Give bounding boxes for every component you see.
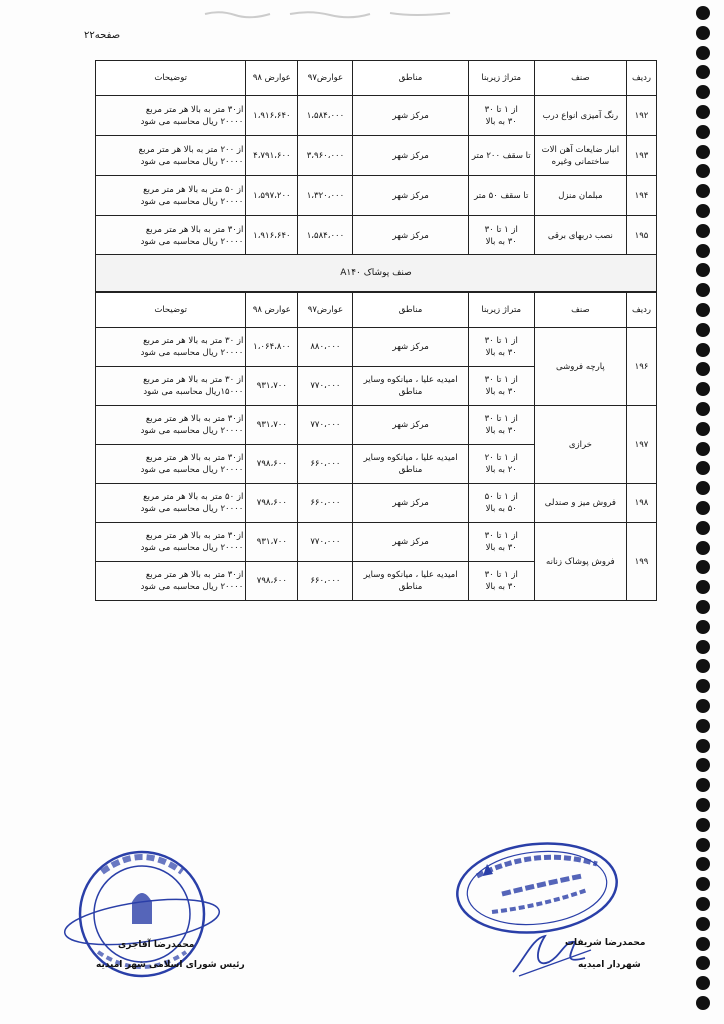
binding-ring	[696, 105, 710, 119]
binding-ring	[696, 996, 710, 1010]
cell-line: از ۱ تا ۳۰	[484, 375, 518, 385]
binding-ring	[696, 956, 710, 970]
fee97-cell: ۶۶۰،۰۰۰	[298, 562, 353, 601]
notes-cell	[96, 406, 246, 445]
category-cell: پارچه فروشی	[534, 328, 626, 406]
cell-line: ۱۵۰۰۰ریال محاسبه می شود	[143, 387, 244, 397]
fee98-cell: ۹۳۱،۷۰۰	[246, 367, 298, 406]
cell-line: از ۱ تا ۳۰	[484, 104, 518, 115]
category-cell: رنگ آمیزی انواع درب	[534, 96, 626, 136]
cell-line: از ۱ تا ۳۰	[484, 336, 518, 346]
binding-ring	[696, 481, 710, 495]
header-fee97: عوارض۹۷	[298, 293, 353, 328]
area-cell	[468, 523, 534, 562]
row-number: ۱۹۴	[626, 176, 656, 216]
fee97-cell: ۱،۵۸۴،۰۰۰	[298, 96, 353, 136]
mayor-title: شهردار امیدیه	[578, 960, 641, 970]
cell-line: ۳۰ به بالا	[485, 582, 517, 592]
binding-ring	[696, 362, 710, 376]
binding-ring	[696, 600, 710, 614]
cell-line: از ۱ تا ۵۰	[484, 492, 518, 502]
cell-line: ۳۰ به بالا	[485, 387, 517, 397]
header-area: متراژ زیربنا	[468, 293, 534, 328]
binding-ring	[696, 640, 710, 654]
binding-ring	[696, 145, 710, 159]
cell-line: از ۲۰۰ متر به بالا هر متر مربع	[138, 144, 244, 155]
binding-ring	[696, 164, 710, 178]
binding-ring	[696, 897, 710, 911]
council-head-title: رئیس شورای اسلامی شهر امیدیه	[96, 960, 245, 970]
row-number: ۱۹۵	[626, 216, 656, 256]
binding-ring	[696, 283, 710, 297]
table-row	[96, 136, 657, 176]
binding-ring	[696, 184, 710, 198]
header-category: صنف	[534, 61, 626, 96]
binding-ring	[696, 798, 710, 812]
fee97-cell: ۶۶۰،۰۰۰	[298, 484, 353, 523]
binding-ring	[696, 758, 710, 772]
cell-line: ۲۰ به بالا	[485, 465, 517, 475]
binding-ring	[696, 857, 710, 871]
cell-line: از ۵۰ متر به بالا هر متر مربع	[143, 184, 244, 195]
fee98-cell: ۷۹۸،۶۰۰	[246, 562, 298, 601]
binding-ring	[696, 422, 710, 436]
page-number: صفحه۲۲	[84, 30, 121, 41]
notes-cell	[96, 96, 246, 136]
binding-ring	[696, 937, 710, 951]
category-cell: نصب دربهای برقی	[534, 216, 626, 256]
cell-line: ۲۰۰۰۰ ریال محاسبه می شود	[140, 348, 244, 358]
notes-cell	[96, 484, 246, 523]
table-row	[96, 216, 657, 256]
header-notes: توضیحات	[96, 61, 246, 96]
binding-ring	[696, 204, 710, 218]
cell-line: از۳۰ متر به بالا هر متر مربع	[145, 104, 244, 115]
region-cell: امیدیه علیا ، میانکوه وسایر مناطق	[353, 562, 468, 601]
header-row-number: ردیف	[626, 61, 656, 96]
table-header-row	[96, 293, 657, 328]
binding-ring	[696, 461, 710, 475]
faded-header-mark	[200, 8, 460, 20]
fee97-cell: ۷۷۰،۰۰۰	[298, 367, 353, 406]
binding-ring	[696, 560, 710, 574]
binding-ring	[696, 125, 710, 139]
region-cell: مرکز شهر	[353, 328, 468, 367]
notes-cell	[96, 176, 246, 216]
notes-cell	[96, 562, 246, 601]
area-cell	[468, 562, 534, 601]
binding-ring	[696, 818, 710, 832]
cell-line: از ۱ تا ۲۰	[484, 453, 518, 463]
category-cell: مبلمان منزل	[534, 176, 626, 216]
region-cell: مرکز شهر	[353, 136, 468, 176]
fee97-cell: ۷۷۰،۰۰۰	[298, 406, 353, 445]
binding-ring	[696, 877, 710, 891]
row-number: ۱۹۶	[626, 328, 656, 406]
cell-line: از۳۰ متر به بالا هر متر مربع	[145, 570, 244, 580]
header-notes: توضیحات	[96, 293, 246, 328]
row-number: ۱۹۳	[626, 136, 656, 176]
binding-ring	[696, 719, 710, 733]
cell-line: ۵۰ به بالا	[485, 504, 517, 514]
table-row	[96, 406, 657, 445]
binding-ring	[696, 659, 710, 673]
cell-line: ۳۰ به بالا	[485, 236, 517, 247]
header-fee98: عوارض ۹۸	[246, 293, 298, 328]
cell-line: ۲۰۰۰۰ ریال محاسبه می شود	[140, 236, 244, 247]
fee97-cell: ۱،۵۸۴،۰۰۰	[298, 216, 353, 256]
region-cell: مرکز شهر	[353, 484, 468, 523]
fee98-cell: ۴،۷۹۱،۶۰۰	[246, 136, 298, 176]
fee97-cell: ۶۶۰،۰۰۰	[298, 445, 353, 484]
region-cell: مرکز شهر	[353, 96, 468, 136]
binding-ring	[696, 6, 710, 20]
region-cell: مرکز شهر	[353, 406, 468, 445]
cell-line: ۳۰ به بالا	[485, 543, 517, 553]
fee-table-2	[95, 292, 657, 601]
binding-ring	[696, 699, 710, 713]
cell-line: از ۳۰ متر به بالا هر متر مربع	[143, 336, 244, 346]
fee97-cell: ۳،۹۶۰،۰۰۰	[298, 136, 353, 176]
table-row	[96, 176, 657, 216]
area-cell: تا سقف ۲۰۰ متر	[468, 136, 534, 176]
region-cell: امیدیه علیا ، میانکوه وسایر مناطق	[353, 367, 468, 406]
cell-line: از ۱ تا ۳۰	[484, 224, 518, 235]
notes-cell	[96, 216, 246, 256]
cell-line: ۲۰۰۰۰ ریال محاسبه می شود	[140, 504, 244, 514]
cell-line: ۲۰۰۰۰ ریال محاسبه می شود	[140, 543, 244, 553]
fee-table-1	[95, 60, 657, 256]
binding-ring	[696, 85, 710, 99]
fee98-cell: ۱،۹۱۶،۶۴۰	[246, 216, 298, 256]
cell-line: ۲۰۰۰۰ ریال محاسبه می شود	[140, 156, 244, 167]
notes-cell	[96, 367, 246, 406]
category-cell: فروش پوشاک زنانه	[534, 523, 626, 601]
binding-ring	[696, 263, 710, 277]
binding-ring	[696, 402, 710, 416]
mayor-signature	[505, 928, 595, 980]
cell-line: از۳۰ متر به بالا هر متر مربع	[145, 531, 244, 541]
area-cell	[468, 406, 534, 445]
header-fee97: عوارض۹۷	[298, 61, 353, 96]
binding-ring	[696, 739, 710, 753]
binding-ring	[696, 501, 710, 515]
header-region: مناطق	[353, 61, 468, 96]
notes-cell	[96, 523, 246, 562]
mayor-name: محمدرضا شریفات	[565, 938, 646, 948]
area-cell	[468, 328, 534, 367]
cell-line: ۲۰۰۰۰ ریال محاسبه می شود	[140, 582, 244, 592]
binding-ring	[696, 580, 710, 594]
row-number: ۱۹۲	[626, 96, 656, 136]
cell-line: از ۳۰ متر به بالا هر متر مربع	[143, 375, 244, 385]
category-cell: انبار ضایعات آهن الات ساختمانی وغیره	[534, 136, 626, 176]
cell-line: از۳۰ متر به بالا هر متر مربع	[145, 414, 244, 424]
binding-ring	[696, 244, 710, 258]
notes-cell	[96, 445, 246, 484]
cell-line: از۳۰ متر به بالا هر متر مربع	[145, 224, 244, 235]
cell-line: از ۵۰ متر به بالا هر متر مربع	[143, 492, 244, 502]
binding-ring	[696, 323, 710, 337]
binding-ring	[696, 838, 710, 852]
table-row	[96, 523, 657, 562]
council-head-name: محمدرضا آقاجری	[118, 940, 195, 950]
region-cell: مرکز شهر	[353, 176, 468, 216]
area-cell: تا سقف ۵۰ متر	[468, 176, 534, 216]
cell-line: از۳۰ متر به بالا هر متر مربع	[145, 453, 244, 463]
binding-ring	[696, 541, 710, 555]
fee98-cell: ۷۹۸،۶۰۰	[246, 484, 298, 523]
area-cell	[468, 96, 534, 136]
area-cell	[468, 216, 534, 256]
region-cell: مرکز شهر	[353, 523, 468, 562]
fee98-cell: ۹۳۱،۷۰۰	[246, 523, 298, 562]
cell-line: از ۱ تا ۳۰	[484, 570, 518, 580]
category-cell: خرازی	[534, 406, 626, 484]
cell-line: ۲۰۰۰۰ ریال محاسبه می شود	[140, 465, 244, 475]
cell-line: ۲۰۰۰۰ ریال محاسبه می شود	[140, 426, 244, 436]
header-region: مناطق	[353, 293, 468, 328]
binding-ring	[696, 343, 710, 357]
notes-cell	[96, 328, 246, 367]
fee97-cell: ۸۸۰،۰۰۰	[298, 328, 353, 367]
header-row-number: ردیف	[626, 293, 656, 328]
binding-ring	[696, 976, 710, 990]
region-cell: مرکز شهر	[353, 216, 468, 256]
row-number: ۱۹۷	[626, 406, 656, 484]
table-row	[96, 328, 657, 367]
fee98-cell: ۱،۵۹۷،۲۰۰	[246, 176, 298, 216]
spiral-binding	[696, 6, 716, 1018]
notes-cell	[96, 136, 246, 176]
binding-ring	[696, 521, 710, 535]
binding-ring	[696, 303, 710, 317]
fee97-cell: ۷۷۰،۰۰۰	[298, 523, 353, 562]
fee98-cell: ۱،۰۶۴،۸۰۰	[246, 328, 298, 367]
binding-ring	[696, 620, 710, 634]
cell-line: ۲۰۰۰۰ ریال محاسبه می شود	[140, 116, 244, 127]
category-cell: فروش میز و صندلی	[534, 484, 626, 523]
table-header-row	[96, 61, 657, 96]
row-number: ۱۹۹	[626, 523, 656, 601]
area-cell	[468, 484, 534, 523]
binding-ring	[696, 65, 710, 79]
binding-ring	[696, 917, 710, 931]
fee98-cell: ۹۳۱،۷۰۰	[246, 406, 298, 445]
section-band-clothing: صنف پوشاک A۱۴۰	[95, 254, 657, 292]
header-fee98: عوارض ۹۸	[246, 61, 298, 96]
cell-line: از ۱ تا ۳۰	[484, 531, 518, 541]
area-cell	[468, 367, 534, 406]
fee98-cell: ۱،۹۱۶،۶۴۰	[246, 96, 298, 136]
header-area: متراژ زیربنا	[468, 61, 534, 96]
row-number: ۱۹۸	[626, 484, 656, 523]
binding-ring	[696, 442, 710, 456]
binding-ring	[696, 46, 710, 60]
cell-line: ۲۰۰۰۰ ریال محاسبه می شود	[140, 196, 244, 207]
area-cell	[468, 445, 534, 484]
fee97-cell: ۱،۳۲۰،۰۰۰	[298, 176, 353, 216]
cell-line: ۳۰ به بالا	[485, 116, 517, 127]
table-row	[96, 96, 657, 136]
binding-ring	[696, 224, 710, 238]
region-cell: امیدیه علیا ، میانکوه وسایر مناطق	[353, 445, 468, 484]
cell-line: ۳۰ به بالا	[485, 426, 517, 436]
cell-line: ۳۰ به بالا	[485, 348, 517, 358]
table-row	[96, 484, 657, 523]
binding-ring	[696, 382, 710, 396]
binding-ring	[696, 778, 710, 792]
binding-ring	[696, 679, 710, 693]
cell-line: از ۱ تا ۳۰	[484, 414, 518, 424]
header-category: صنف	[534, 293, 626, 328]
binding-ring	[696, 26, 710, 40]
fee98-cell: ۷۹۸،۶۰۰	[246, 445, 298, 484]
